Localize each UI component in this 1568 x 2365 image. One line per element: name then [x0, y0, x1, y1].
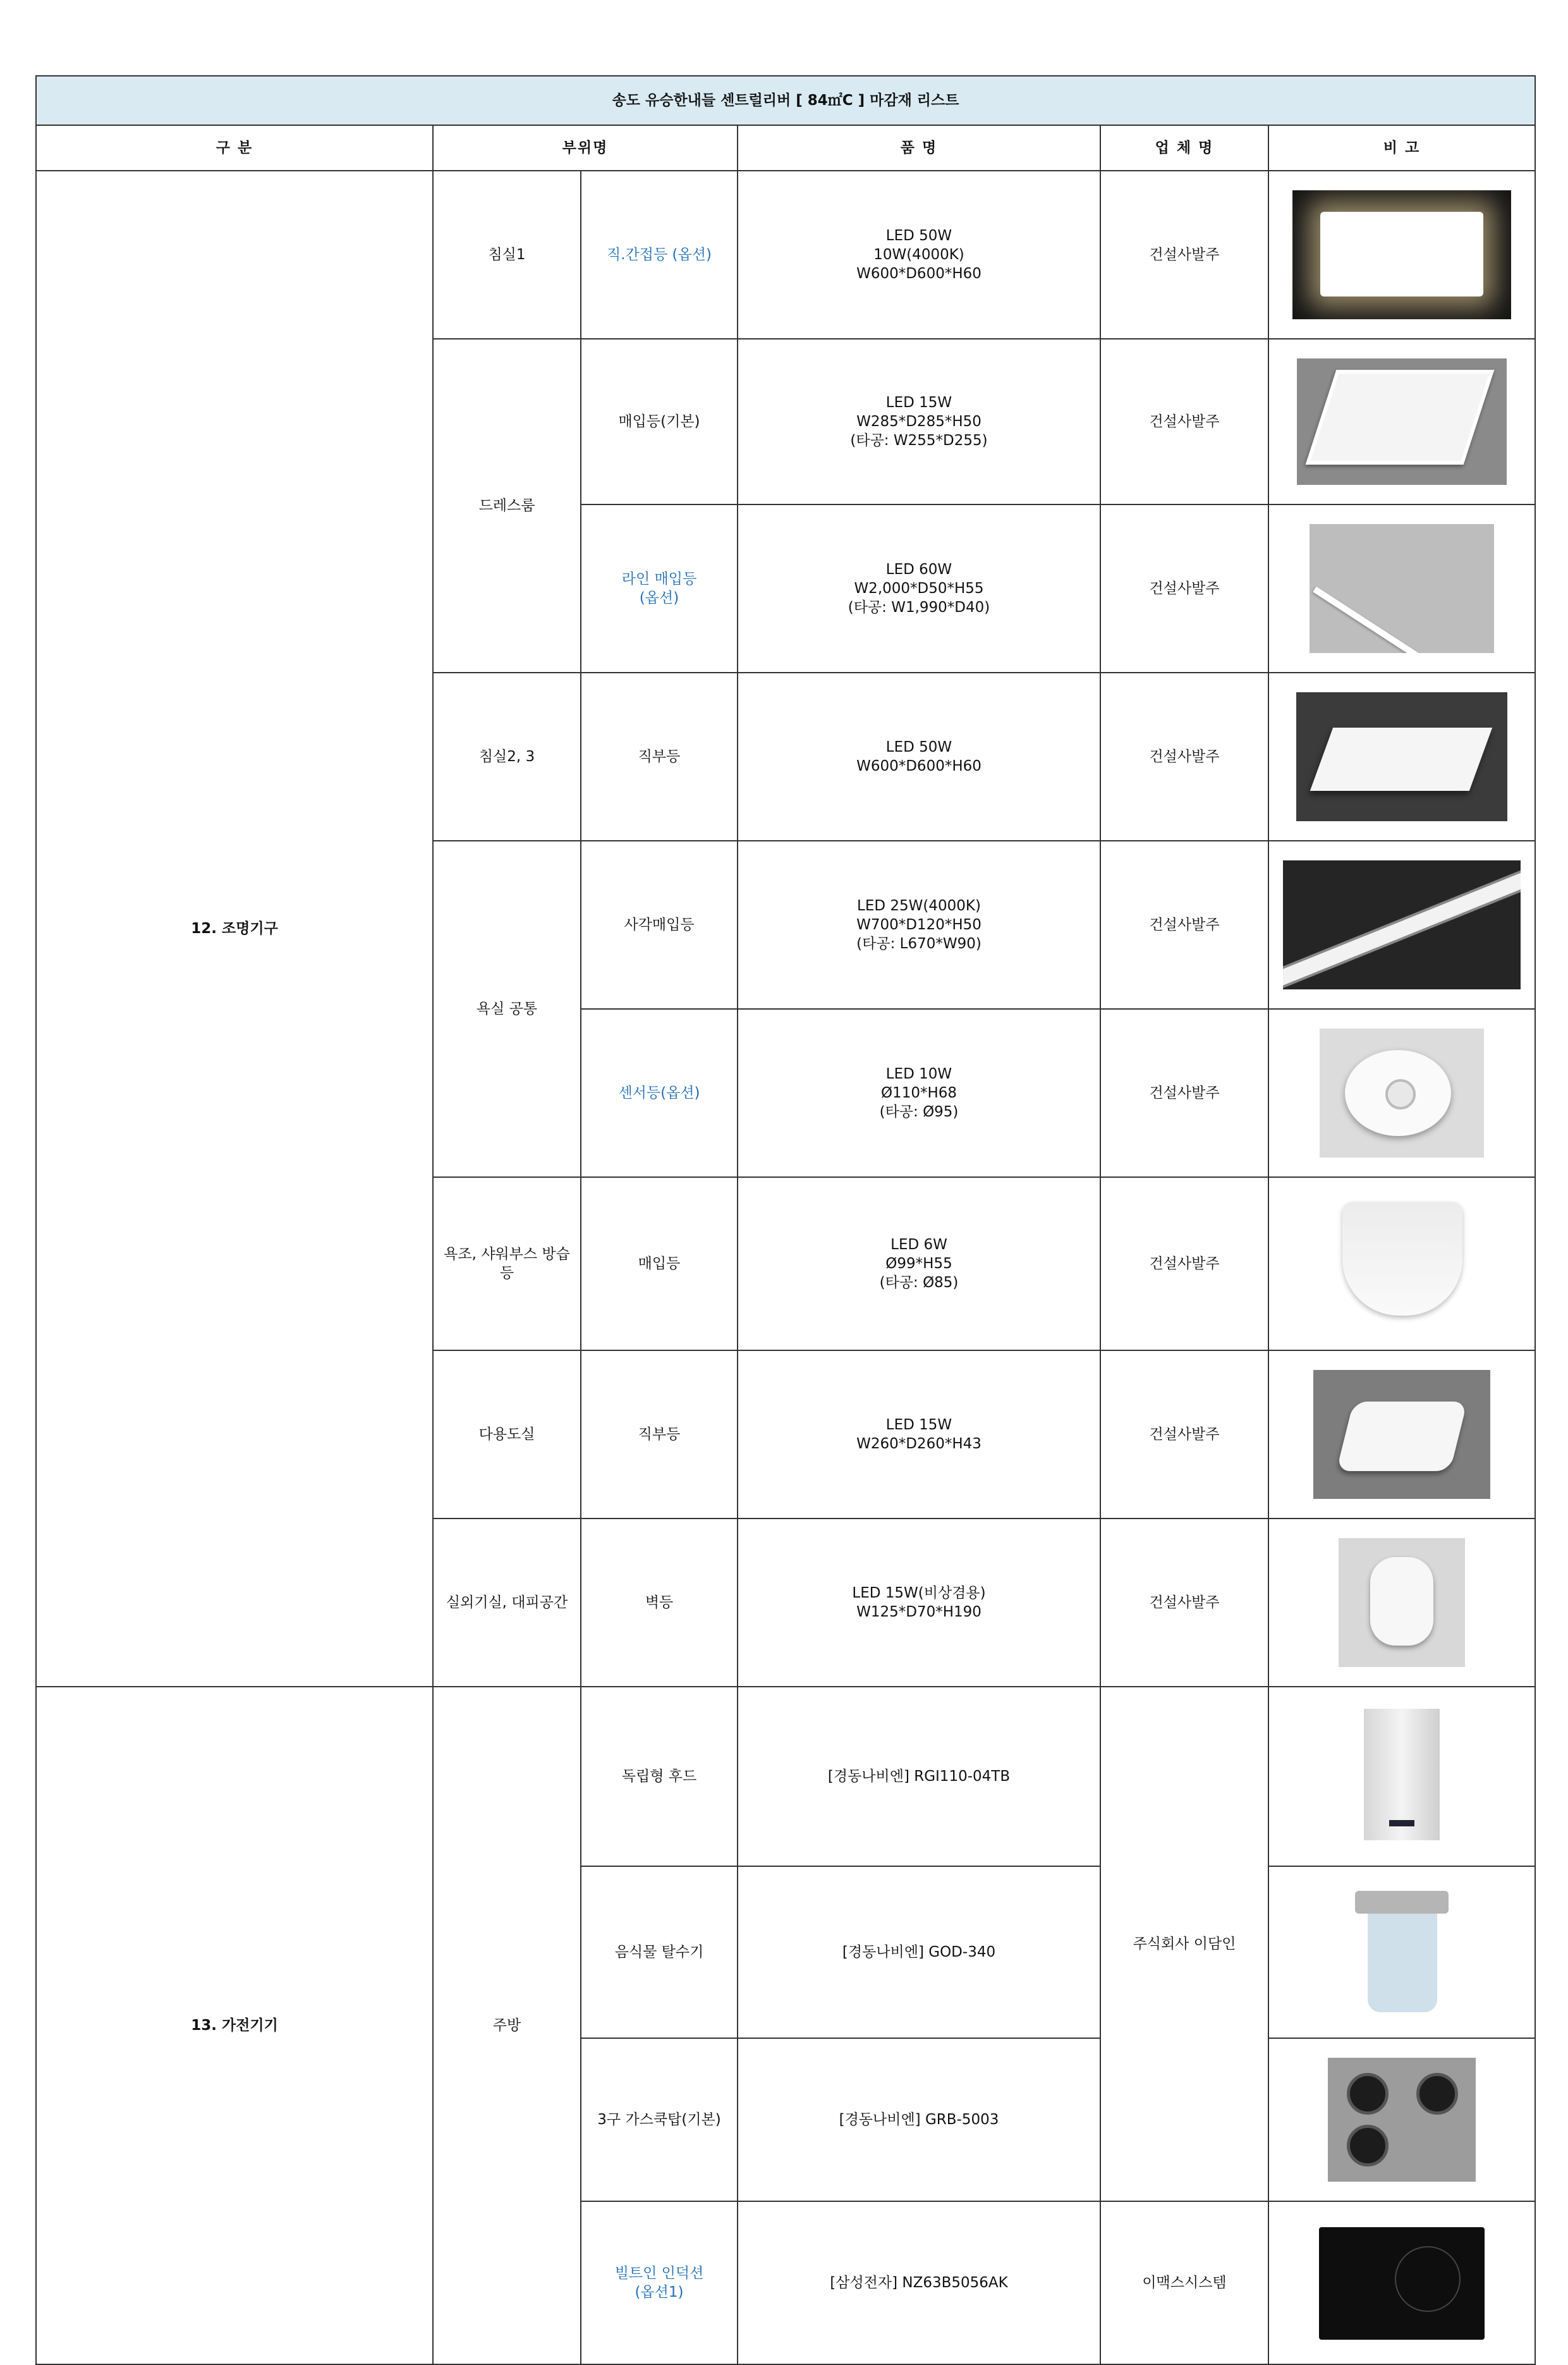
part-cell: 벽등	[581, 1519, 738, 1687]
remarks-image-cell	[1268, 1687, 1535, 1866]
header-product: 품 명	[738, 125, 1100, 171]
vendor-cell: 건설사발주	[1100, 1519, 1268, 1687]
food-dehydrator-icon	[1346, 1886, 1457, 2019]
product-cell: LED 60W W2,000*D50*H55 (타공: W1,990*D40)	[738, 504, 1100, 673]
remarks-image-cell	[1268, 171, 1535, 339]
remarks-image-cell	[1268, 841, 1535, 1009]
table-row	[36, 1687, 1535, 1866]
location-cell: 실외기실, 대피공간	[433, 1519, 581, 1687]
location-cell: 침실2, 3	[433, 673, 581, 841]
wall-light-icon	[1339, 1538, 1465, 1667]
remarks-image-cell	[1268, 1350, 1535, 1519]
vendor-cell: 건설사발주	[1100, 1350, 1268, 1519]
part-cell: 사각매입등	[581, 841, 738, 1009]
square-ceiling-light-icon	[1313, 1370, 1490, 1499]
induction-cooktop-icon	[1316, 2221, 1487, 2345]
ceiling-light-glow-icon	[1292, 190, 1511, 319]
product-cell: [경동나비엔] GRB-5003	[738, 2038, 1100, 2201]
header-category: 구 분	[36, 125, 433, 171]
finish-list-table	[35, 75, 1536, 2365]
product-cell: LED 6W Ø99*H55 (타공: Ø85)	[738, 1177, 1100, 1350]
part-cell: 센서등(옵션)	[581, 1009, 738, 1177]
line-light-icon	[1310, 524, 1494, 653]
part-cell: 음식물 탈수기	[581, 1866, 738, 2038]
part-cell: 매입등	[581, 1177, 738, 1350]
remarks-image-cell	[1268, 2038, 1535, 2201]
product-cell: LED 50W W600*D600*H60	[738, 673, 1100, 841]
remarks-image-cell	[1268, 1177, 1535, 1350]
remarks-image-cell	[1268, 1519, 1535, 1687]
remarks-image-cell	[1268, 1866, 1535, 2038]
document-title: 송도 유승한내들 센트럴리버 [ 84㎡C ] 마감재 리스트	[36, 76, 1535, 125]
remarks-image-cell	[1268, 673, 1535, 841]
product-cell: LED 15W W260*D260*H43	[738, 1350, 1100, 1519]
vendor-cell: 건설사발주	[1100, 339, 1268, 504]
vendor-cell: 건설사발주	[1100, 841, 1268, 1009]
part-cell: 매입등(기본)	[581, 339, 738, 504]
location-cell: 욕조, 샤워부스 방습등	[433, 1177, 581, 1350]
header-location: 부위명	[433, 125, 738, 171]
product-cell: LED 15W(비상겸용) W125*D70*H190	[738, 1519, 1100, 1687]
part-cell: 직부등	[581, 673, 738, 841]
remarks-image-cell	[1268, 2201, 1535, 2364]
location-cell: 다용도실	[433, 1350, 581, 1519]
vendor-cell: 이맥스시스템	[1100, 2201, 1268, 2364]
category-cell: 12. 조명기구	[36, 171, 433, 1687]
location-cell: 드레스룸	[433, 339, 581, 673]
vendor-cell: 건설사발주	[1100, 1177, 1268, 1350]
table-row	[36, 171, 1535, 339]
location-cell: 욕실 공통	[433, 841, 581, 1177]
gas-cooktop-icon	[1328, 2058, 1476, 2182]
rectangular-light-icon	[1283, 860, 1521, 989]
header-vendor: 업 체 명	[1100, 125, 1268, 171]
surface-panel-icon	[1296, 692, 1507, 821]
remarks-image-cell	[1268, 1009, 1535, 1177]
vendor-cell: 건설사발주	[1100, 673, 1268, 841]
sensor-light-icon	[1320, 1029, 1484, 1158]
recessed-panel-icon	[1297, 358, 1507, 485]
product-cell: LED 50W 10W(4000K) W600*D600*H60	[738, 171, 1100, 339]
part-cell: 직부등	[581, 1350, 738, 1519]
product-cell: LED 10W Ø110*H68 (타공: Ø95)	[738, 1009, 1100, 1177]
part-cell: 빌트인 인덕션 (옵션1)	[581, 2201, 738, 2364]
product-cell: [경동나비엔] GOD-340	[738, 1866, 1100, 2038]
product-cell: LED 15W W285*D285*H50 (타공: W255*D255)	[738, 339, 1100, 504]
header-remarks: 비 고	[1268, 125, 1535, 171]
product-cell: LED 25W(4000K) W700*D120*H50 (타공: L670*W90)	[738, 841, 1100, 1009]
vendor-cell: 건설사발주	[1100, 504, 1268, 673]
vendor-cell: 주식회사 이담인	[1100, 1687, 1268, 2201]
vendor-cell: 건설사발주	[1100, 1009, 1268, 1177]
vendor-cell: 건설사발주	[1100, 171, 1268, 339]
range-hood-icon	[1359, 1706, 1445, 1847]
remarks-image-cell	[1268, 339, 1535, 504]
location-cell: 주방	[433, 1687, 581, 2364]
part-cell: 독립형 후드	[581, 1687, 738, 1866]
remarks-image-cell	[1268, 504, 1535, 673]
part-cell: 3구 가스쿡탑(기본)	[581, 2038, 738, 2201]
product-cell: [삼성전자] NZ63B5056AK	[738, 2201, 1100, 2364]
category-cell: 13. 가전기기	[36, 1687, 433, 2364]
part-cell: 라인 매입등 (옵션)	[581, 504, 738, 673]
product-cell: [경동나비엔] RGI110-04TB	[738, 1687, 1100, 1866]
downlight-icon	[1304, 1197, 1499, 1331]
location-cell: 침실1	[433, 171, 581, 339]
part-cell: 직.간접등 (옵션)	[581, 171, 738, 339]
